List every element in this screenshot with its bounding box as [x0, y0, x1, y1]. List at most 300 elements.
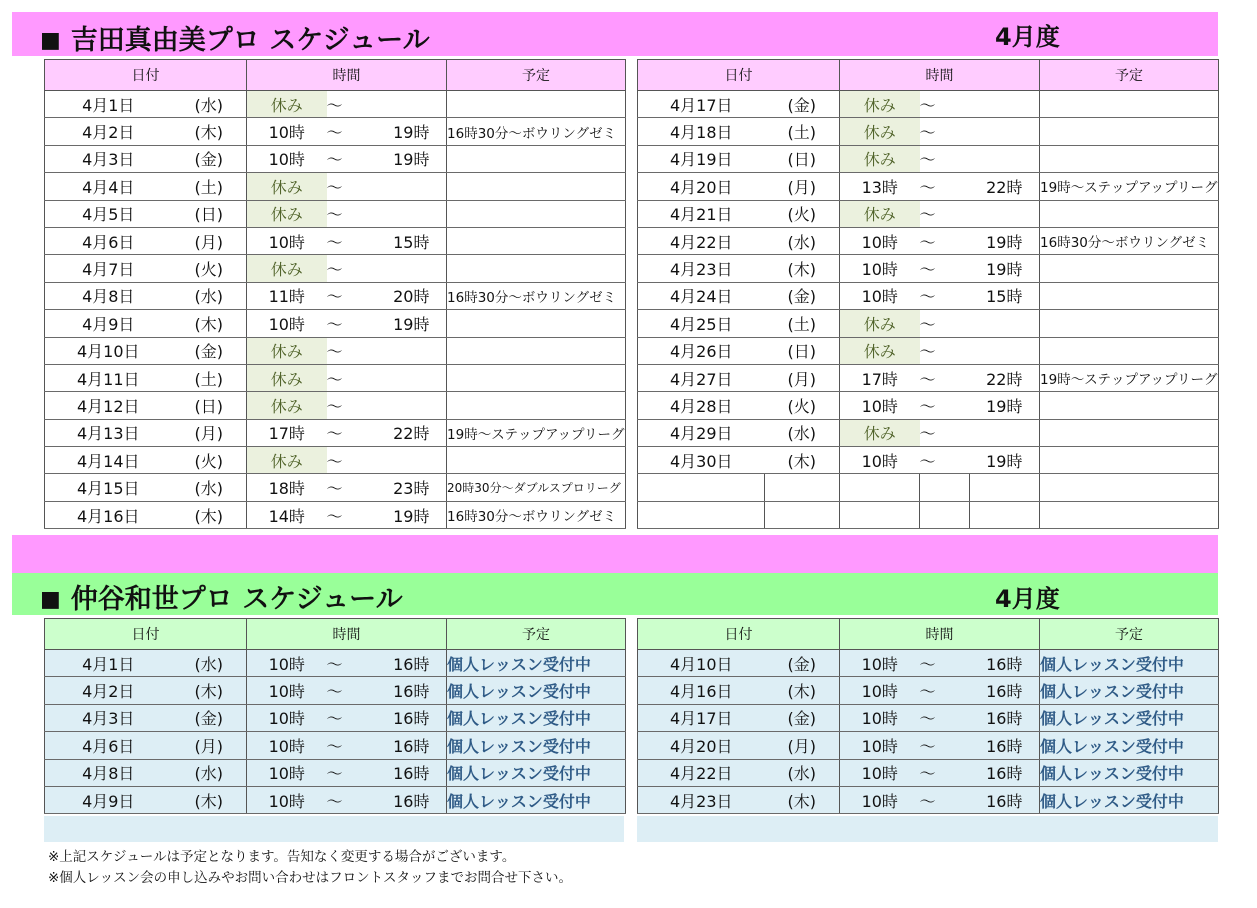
range-tilde-cell: ～ [327, 337, 377, 364]
range-tilde-cell: ～ [920, 337, 970, 364]
header-plan: 予定 [1040, 619, 1219, 650]
date-cell: 4月6日 [45, 732, 172, 759]
end-time-cell [377, 200, 447, 227]
date-cell: 4月22日 [638, 227, 765, 254]
weekday-cell: (金) [765, 650, 840, 677]
section2-right-blank-row [637, 816, 1218, 842]
weekday-cell: (木) [765, 677, 840, 704]
start-time-cell: 休み [247, 255, 327, 282]
date-cell: 4月7日 [45, 255, 172, 282]
schedule-row [638, 364, 1219, 391]
empty-cell [1040, 474, 1219, 501]
empty-cell [920, 501, 970, 528]
weekday-cell: (日) [765, 337, 840, 364]
weekday-cell: (月) [172, 227, 247, 254]
section2-table-right [637, 618, 1219, 814]
date-cell: 4月17日 [638, 704, 765, 731]
range-tilde-cell: ～ [920, 91, 970, 118]
range-tilde-cell: ～ [920, 118, 970, 145]
date-cell: 4月21日 [638, 200, 765, 227]
start-time-cell: 10時 [247, 786, 327, 813]
schedule-row [45, 118, 626, 145]
plan-cell: 16時30分～ボウリングゼミ [447, 118, 626, 145]
header-plan: 予定 [447, 60, 626, 91]
start-time-cell: 10時 [840, 704, 920, 731]
header-plan: 予定 [1040, 60, 1219, 91]
schedule-row [638, 650, 1219, 677]
plan-cell: 19時～ステップアップリーグ [447, 419, 626, 446]
start-time-cell: 休み [840, 145, 920, 172]
end-time-cell: 16時 [377, 704, 447, 731]
range-tilde-cell: ～ [327, 474, 377, 501]
plan-cell: 19時～ステップアップリーグ [1040, 364, 1219, 391]
weekday-cell: (金) [172, 704, 247, 731]
end-time-cell [970, 419, 1040, 446]
schedule-row [45, 759, 626, 786]
range-tilde-cell: ～ [920, 364, 970, 391]
schedule-row [45, 200, 626, 227]
range-tilde-cell: ～ [327, 255, 377, 282]
weekday-cell: (火) [172, 255, 247, 282]
plan-cell [447, 364, 626, 391]
start-time-cell: 休み [247, 91, 327, 118]
plan-cell [1040, 419, 1219, 446]
schedule-row [638, 145, 1219, 172]
range-tilde-cell: ～ [920, 282, 970, 309]
weekday-cell: (水) [765, 759, 840, 786]
empty-cell [1040, 501, 1219, 528]
end-time-cell: 16時 [970, 786, 1040, 813]
plan-cell [1040, 200, 1219, 227]
date-cell: 4月17日 [638, 91, 765, 118]
start-time-cell: 休み [247, 173, 327, 200]
header-date: 日付 [638, 619, 840, 650]
header-time: 時間 [840, 60, 1040, 91]
end-time-cell: 20時 [377, 282, 447, 309]
end-time-cell: 19時 [970, 227, 1040, 254]
end-time-cell: 16時 [377, 786, 447, 813]
range-tilde-cell: ～ [920, 650, 970, 677]
date-cell: 4月4日 [45, 173, 172, 200]
header-date: 日付 [45, 619, 247, 650]
weekday-cell: (月) [765, 732, 840, 759]
date-cell: 4月9日 [45, 310, 172, 337]
end-time-cell: 16時 [970, 677, 1040, 704]
plan-cell [447, 255, 626, 282]
section2-table-left [44, 618, 626, 814]
date-cell: 4月12日 [45, 392, 172, 419]
range-tilde-cell: ～ [327, 447, 377, 474]
range-tilde-cell: ～ [327, 392, 377, 419]
schedule-row [638, 786, 1219, 813]
weekday-cell: (木) [765, 447, 840, 474]
range-tilde-cell: ～ [327, 759, 377, 786]
schedule-row [638, 447, 1219, 474]
range-tilde-cell: ～ [920, 392, 970, 419]
date-cell: 4月6日 [45, 227, 172, 254]
weekday-cell: (水) [765, 419, 840, 446]
weekday-cell: (金) [765, 91, 840, 118]
plan-cell [1040, 91, 1219, 118]
end-time-cell [970, 118, 1040, 145]
date-cell: 4月8日 [45, 282, 172, 309]
weekday-cell: (木) [765, 255, 840, 282]
start-time-cell: 10時 [840, 447, 920, 474]
range-tilde-cell: ～ [920, 173, 970, 200]
plan-cell [1040, 447, 1219, 474]
schedule-row [638, 310, 1219, 337]
range-tilde-cell: ～ [920, 255, 970, 282]
weekday-cell: (水) [172, 759, 247, 786]
end-time-cell: 22時 [377, 419, 447, 446]
header-time: 時間 [247, 619, 447, 650]
end-time-cell [377, 173, 447, 200]
date-cell: 4月10日 [638, 650, 765, 677]
weekday-cell: (日) [172, 200, 247, 227]
section1-table-left [44, 59, 626, 529]
plan-cell [447, 447, 626, 474]
start-time-cell: 10時 [247, 145, 327, 172]
range-tilde-cell: ～ [327, 91, 377, 118]
weekday-cell: (月) [172, 732, 247, 759]
weekday-cell: (火) [765, 200, 840, 227]
schedule-row [638, 282, 1219, 309]
range-tilde-cell: ～ [920, 227, 970, 254]
range-tilde-cell: ～ [327, 310, 377, 337]
end-time-cell [970, 337, 1040, 364]
weekday-cell: (金) [172, 337, 247, 364]
schedule-row [45, 650, 626, 677]
range-tilde-cell: ～ [920, 704, 970, 731]
date-cell: 4月13日 [45, 419, 172, 446]
weekday-cell: (木) [172, 786, 247, 813]
date-cell: 4月2日 [45, 118, 172, 145]
plan-cell: 個人レッスン受付中 [447, 732, 626, 759]
plan-cell: 16時30分～ボウリングゼミ [447, 282, 626, 309]
date-cell: 4月9日 [45, 786, 172, 813]
plan-cell: 個人レッスン受付中 [447, 677, 626, 704]
date-cell: 4月20日 [638, 732, 765, 759]
weekday-cell: (木) [172, 677, 247, 704]
weekday-cell: (水) [172, 91, 247, 118]
date-cell: 4月29日 [638, 419, 765, 446]
empty-cell [970, 474, 1040, 501]
schedule-row [638, 200, 1219, 227]
start-time-cell: 18時 [247, 474, 327, 501]
end-time-cell: 16時 [970, 650, 1040, 677]
plan-cell: 個人レッスン受付中 [1040, 704, 1219, 731]
date-cell: 4月25日 [638, 310, 765, 337]
plan-cell: 16時30分～ボウリングゼミ [447, 501, 626, 528]
end-time-cell: 16時 [970, 732, 1040, 759]
schedule-row [45, 392, 626, 419]
schedule-row [638, 227, 1219, 254]
empty-row [638, 501, 1219, 528]
range-tilde-cell: ～ [920, 145, 970, 172]
square-icon: ■ [40, 28, 61, 53]
start-time-cell: 休み [840, 91, 920, 118]
end-time-cell: 19時 [970, 392, 1040, 419]
header-date: 日付 [45, 60, 247, 91]
schedule-row [45, 677, 626, 704]
plan-cell [447, 227, 626, 254]
date-cell: 4月5日 [45, 200, 172, 227]
plan-cell [1040, 310, 1219, 337]
weekday-cell: (月) [765, 364, 840, 391]
weekday-cell: (月) [765, 173, 840, 200]
weekday-cell: (水) [172, 474, 247, 501]
end-time-cell: 19時 [377, 310, 447, 337]
date-cell: 4月20日 [638, 173, 765, 200]
empty-cell [840, 501, 920, 528]
range-tilde-cell: ～ [327, 282, 377, 309]
plan-cell: 個人レッスン受付中 [1040, 759, 1219, 786]
weekday-cell: (土) [765, 310, 840, 337]
end-time-cell: 19時 [377, 145, 447, 172]
start-time-cell: 休み [840, 118, 920, 145]
end-time-cell: 15時 [377, 227, 447, 254]
date-cell: 4月15日 [45, 474, 172, 501]
schedule-row [638, 255, 1219, 282]
start-time-cell: 10時 [840, 677, 920, 704]
plan-cell [1040, 337, 1219, 364]
start-time-cell: 10時 [840, 255, 920, 282]
range-tilde-cell: ～ [920, 419, 970, 446]
header-date: 日付 [638, 60, 840, 91]
footer-note-1: ※上記スケジュールは予定となります。告知なく変更する場合がございます。 [48, 849, 516, 865]
schedule-row [45, 145, 626, 172]
date-cell: 4月16日 [638, 677, 765, 704]
range-tilde-cell: ～ [327, 145, 377, 172]
empty-cell [765, 474, 840, 501]
start-time-cell: 10時 [840, 759, 920, 786]
schedule-row [45, 474, 626, 501]
section2-month: 4月度 [995, 585, 1060, 613]
start-time-cell: 休み [840, 419, 920, 446]
weekday-cell: (金) [172, 145, 247, 172]
plan-cell: 19時～ステップアップリーグ [1040, 173, 1219, 200]
plan-cell [447, 337, 626, 364]
date-cell: 4月23日 [638, 786, 765, 813]
schedule-row [638, 419, 1219, 446]
end-time-cell: 16時 [377, 732, 447, 759]
plan-cell: 個人レッスン受付中 [1040, 786, 1219, 813]
plan-cell: 20時30分～ダブルスプロリーグ [447, 474, 626, 501]
range-tilde-cell: ～ [327, 704, 377, 731]
schedule-row [638, 91, 1219, 118]
schedule-row [638, 392, 1219, 419]
start-time-cell: 10時 [840, 786, 920, 813]
date-cell: 4月24日 [638, 282, 765, 309]
range-tilde-cell: ～ [920, 786, 970, 813]
range-tilde-cell: ～ [327, 364, 377, 391]
schedule-row [45, 337, 626, 364]
start-time-cell: 休み [840, 200, 920, 227]
weekday-cell: (金) [765, 704, 840, 731]
start-time-cell: 10時 [247, 650, 327, 677]
plan-cell [1040, 255, 1219, 282]
start-time-cell: 10時 [247, 759, 327, 786]
range-tilde-cell: ～ [327, 650, 377, 677]
weekday-cell: (土) [172, 364, 247, 391]
plan-cell: 個人レッスン受付中 [1040, 677, 1219, 704]
date-cell: 4月14日 [45, 447, 172, 474]
weekday-cell: (木) [172, 118, 247, 145]
weekday-cell: (木) [172, 310, 247, 337]
start-time-cell: 休み [840, 310, 920, 337]
date-cell: 4月19日 [638, 145, 765, 172]
plan-cell: 16時30分～ボウリングゼミ [1040, 227, 1219, 254]
range-tilde-cell: ～ [920, 759, 970, 786]
weekday-cell: (土) [765, 118, 840, 145]
end-time-cell: 16時 [377, 650, 447, 677]
date-cell: 4月30日 [638, 447, 765, 474]
section1-table-right [637, 59, 1219, 529]
start-time-cell: 10時 [840, 282, 920, 309]
schedule-row [45, 501, 626, 528]
section1-title-text: 吉田真由美プロ スケジュール [70, 25, 430, 56]
range-tilde-cell: ～ [920, 447, 970, 474]
start-time-cell: 10時 [247, 704, 327, 731]
start-time-cell: 10時 [247, 227, 327, 254]
date-cell: 4月18日 [638, 118, 765, 145]
date-cell: 4月8日 [45, 759, 172, 786]
section1-month: 4月度 [995, 23, 1060, 51]
plan-cell [1040, 392, 1219, 419]
plan-cell [447, 91, 626, 118]
schedule-row [638, 732, 1219, 759]
header-plan: 予定 [447, 619, 626, 650]
schedule-row [45, 282, 626, 309]
footer-notes [48, 847, 572, 889]
end-time-cell: 19時 [970, 255, 1040, 282]
date-cell: 4月22日 [638, 759, 765, 786]
schedule-row [638, 337, 1219, 364]
plan-cell: 個人レッスン受付中 [1040, 732, 1219, 759]
schedule-row [45, 447, 626, 474]
plan-cell [447, 200, 626, 227]
end-time-cell [377, 255, 447, 282]
start-time-cell: 10時 [840, 227, 920, 254]
section2-left-blank-row [44, 816, 624, 842]
start-time-cell: 13時 [840, 173, 920, 200]
schedule-row [45, 419, 626, 446]
empty-cell [840, 474, 920, 501]
range-tilde-cell: ～ [327, 501, 377, 528]
range-tilde-cell: ～ [327, 118, 377, 145]
schedule-row [45, 255, 626, 282]
end-time-cell: 16時 [970, 704, 1040, 731]
range-tilde-cell: ～ [327, 200, 377, 227]
empty-cell [638, 474, 765, 501]
end-time-cell: 22時 [970, 173, 1040, 200]
empty-row [638, 474, 1219, 501]
start-time-cell: 10時 [247, 732, 327, 759]
start-time-cell: 10時 [840, 392, 920, 419]
start-time-cell: 休み [247, 364, 327, 391]
schedule-row [45, 310, 626, 337]
empty-cell [765, 501, 840, 528]
plan-cell: 個人レッスン受付中 [447, 786, 626, 813]
start-time-cell: 11時 [247, 282, 327, 309]
range-tilde-cell: ～ [920, 200, 970, 227]
start-time-cell: 10時 [840, 732, 920, 759]
empty-cell [638, 501, 765, 528]
end-time-cell [970, 310, 1040, 337]
end-time-cell: 19時 [377, 501, 447, 528]
schedule-row [638, 704, 1219, 731]
weekday-cell: (木) [172, 501, 247, 528]
range-tilde-cell: ～ [327, 677, 377, 704]
weekday-cell: (日) [765, 145, 840, 172]
plan-cell [447, 392, 626, 419]
date-cell: 4月1日 [45, 91, 172, 118]
section2-title [40, 577, 403, 616]
weekday-cell: (火) [765, 392, 840, 419]
schedule-row [45, 704, 626, 731]
start-time-cell: 休み [247, 337, 327, 364]
empty-cell [970, 501, 1040, 528]
end-time-cell [377, 364, 447, 391]
schedule-row [638, 759, 1219, 786]
date-cell: 4月2日 [45, 677, 172, 704]
schedule-row [45, 173, 626, 200]
divider-band [12, 535, 1218, 573]
range-tilde-cell: ～ [327, 732, 377, 759]
weekday-cell: (水) [765, 227, 840, 254]
start-time-cell: 10時 [840, 650, 920, 677]
end-time-cell: 19時 [377, 118, 447, 145]
plan-cell [447, 310, 626, 337]
date-cell: 4月3日 [45, 145, 172, 172]
end-time-cell: 15時 [970, 282, 1040, 309]
range-tilde-cell: ～ [920, 310, 970, 337]
header-time: 時間 [840, 619, 1040, 650]
end-time-cell [970, 91, 1040, 118]
date-cell: 4月26日 [638, 337, 765, 364]
end-time-cell [377, 392, 447, 419]
start-time-cell: 10時 [247, 310, 327, 337]
end-time-cell [970, 145, 1040, 172]
weekday-cell: (火) [172, 447, 247, 474]
weekday-cell: (日) [172, 392, 247, 419]
end-time-cell: 16時 [377, 759, 447, 786]
schedule-row [638, 677, 1219, 704]
footer-note-2: ※個人レッスン会の申し込みやお問い合わせはフロントスタッフまでお問合せ下さい。 [48, 870, 573, 886]
weekday-cell: (金) [765, 282, 840, 309]
plan-cell: 個人レッスン受付中 [1040, 650, 1219, 677]
plan-cell [1040, 282, 1219, 309]
end-time-cell: 16時 [970, 759, 1040, 786]
schedule-row [638, 173, 1219, 200]
schedule-row [638, 118, 1219, 145]
plan-cell: 個人レッスン受付中 [447, 650, 626, 677]
start-time-cell: 14時 [247, 501, 327, 528]
date-cell: 4月3日 [45, 704, 172, 731]
range-tilde-cell: ～ [920, 732, 970, 759]
date-cell: 4月1日 [45, 650, 172, 677]
date-cell: 4月27日 [638, 364, 765, 391]
start-time-cell: 10時 [247, 677, 327, 704]
end-time-cell: 19時 [970, 447, 1040, 474]
start-time-cell: 休み [247, 447, 327, 474]
weekday-cell: (木) [765, 786, 840, 813]
end-time-cell: 22時 [970, 364, 1040, 391]
start-time-cell: 休み [247, 200, 327, 227]
end-time-cell [970, 200, 1040, 227]
end-time-cell [377, 337, 447, 364]
range-tilde-cell: ～ [327, 786, 377, 813]
